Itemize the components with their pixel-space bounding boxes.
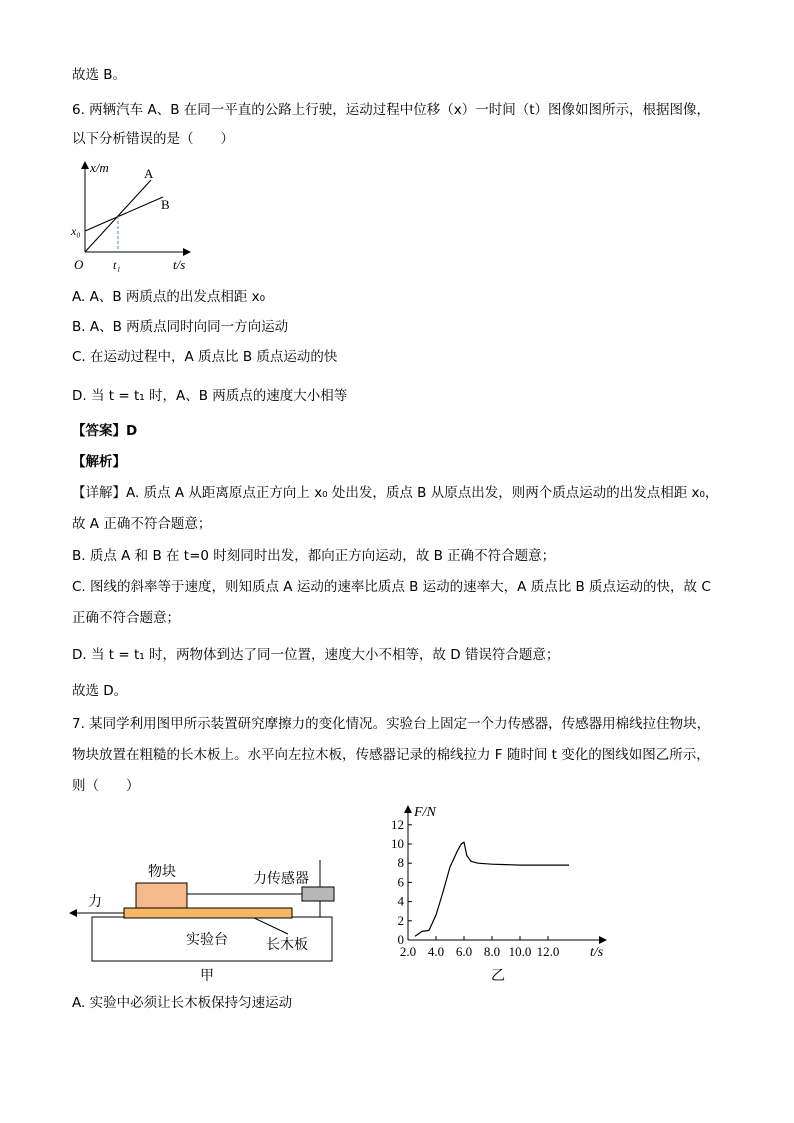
option-d: D. 当 t = t₁ 时，A、B 两质点的速度大小相等	[72, 388, 348, 404]
t1-label: t₁	[113, 258, 121, 272]
text-line: 故选 B。	[72, 67, 127, 83]
xt-graph-figure	[68, 158, 198, 276]
x-axis-label: t/s	[590, 945, 604, 960]
sensor-label: 力传感器	[253, 871, 309, 887]
apparatus-figure	[66, 850, 346, 985]
text-line: 故选 D。	[72, 683, 128, 699]
long-board	[124, 908, 292, 918]
explanation-line2: 故 A 正确不符合题意；	[72, 516, 212, 532]
y-axis-label: x/m	[90, 160, 109, 175]
x-tick-label: 4.0	[427, 944, 445, 959]
explanation-line4: C. 图线的斜率等于速度，则知质点 A 运动的速率比质点 B 运动的速率大，A 质点比 B 质点运动的快，故 C	[72, 579, 711, 595]
x-axis-label: t/s	[173, 257, 186, 272]
x-tick-label: 2.0	[399, 944, 417, 959]
y-tick-label: 4	[397, 893, 404, 909]
x-tick-label: 10.0	[508, 944, 532, 959]
y-tick-label: 6	[397, 874, 404, 890]
line-b	[85, 197, 163, 231]
board-label: 长木板	[266, 937, 308, 953]
question-6-stem-line2: 以下分析错误的是（ ）	[72, 131, 234, 147]
explanation-line1: 【详解】A. 质点 A 从距离原点正方向上 x₀ 处出发，质点 B 从原点出发，则两个质点运动的出发点相距 x₀，	[72, 485, 719, 501]
analysis-heading: 【解析】	[72, 454, 126, 470]
figure-caption-yi: 乙	[491, 968, 505, 984]
explanation-line3: B. 质点 A 和 B 在 t=0 时刻同时出发，都向正方向运动，故 B 正确不符合题意；	[72, 548, 556, 564]
block-label: 物块	[148, 864, 176, 880]
bench-label: 实验台	[186, 932, 228, 948]
explanation-line6: D. 当 t = t₁ 时，两物体到达了同一位置，速度大小不相等，故 D 错误符合题意；	[72, 647, 560, 663]
x-tick-label: 6.0	[455, 944, 473, 959]
line-a-label: A	[144, 166, 154, 181]
option-b: B. A、B 两质点同时向同一方向运动	[72, 319, 289, 335]
y-tick-label: 10	[391, 836, 404, 851]
force-time-chart	[378, 800, 604, 985]
answer-heading: 【答案】D	[72, 423, 138, 439]
explanation-line5: 正确不符合题意；	[72, 610, 180, 626]
y-tick-label: 8	[397, 855, 404, 871]
option-c: C. 在运动过程中，A 质点比 B 质点运动的快	[72, 349, 338, 365]
option-a: A. A、B 两质点的出发点相距 x₀	[72, 289, 266, 305]
x0-label: x₀	[71, 224, 81, 238]
force-label: 力	[88, 894, 102, 910]
x-tick-label: 8.0	[483, 944, 501, 959]
y-tick-label: 2	[397, 912, 404, 928]
force-sensor	[302, 887, 334, 901]
question-6-stem-line1: 6. 两辆汽车 A、B 在同一平直的公路上行驶，运动过程中位移（x）一时间（t）图像如图所示，根据图像，	[72, 102, 711, 118]
question-7-stem-line2: 物块放置在粗糙的长木板上。水平向左拉木板，传感器记录的棉线拉力 F 随时间 t 变化的图线如图乙所示，	[72, 747, 710, 763]
figure-caption-jia: 甲	[200, 968, 214, 984]
y-tick-label: 0	[397, 932, 404, 947]
question-7-option-a: A. 实验中必须让长木板保持匀速运动	[72, 995, 293, 1011]
question-7-stem-line1: 7. 某同学利用图甲所示装置研究摩擦力的变化情况。实验台上固定一个力传感器，传感器用棉线拉住物块，	[72, 716, 711, 732]
y-tick-label: 12	[391, 816, 404, 832]
line-b-label: B	[161, 197, 170, 212]
question-7-stem-line3: 则（ ）	[72, 778, 140, 794]
x-tick-label: 12.0	[536, 944, 560, 959]
y-axis-label: F/N	[414, 805, 436, 820]
force-curve	[415, 842, 569, 936]
origin-label: O	[74, 257, 84, 272]
block	[136, 883, 187, 908]
